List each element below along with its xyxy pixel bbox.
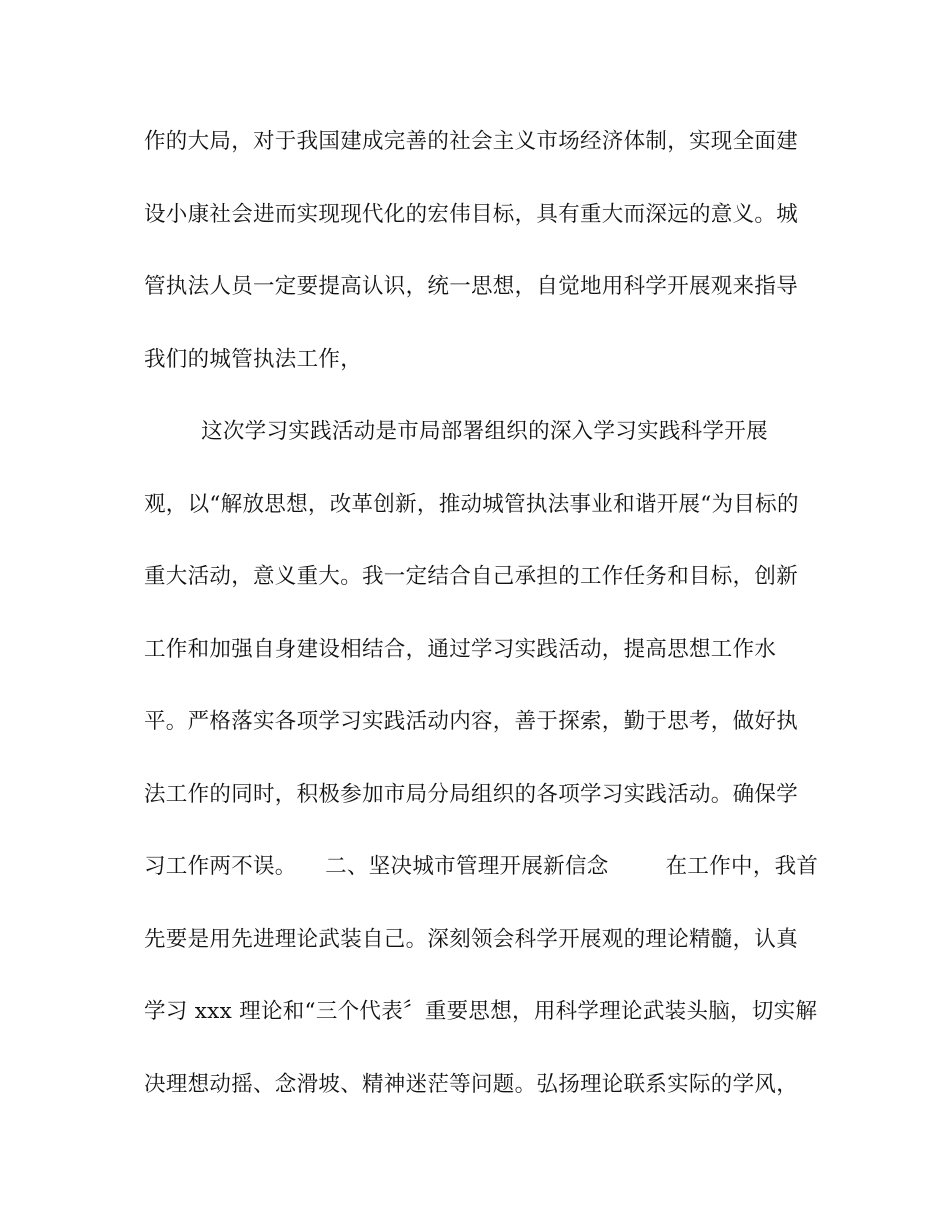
text-line: 习工作两不误。 二、坚决城市管理开展新信念 在工作中，我首 [144, 854, 819, 879]
text-line: 观，以“解放思想，改革创新，推动城管执法事业和谐开展“为目标的 [144, 491, 799, 517]
text-line: 作的大局，对于我国建成完善的社会主义市场经济体制，实现全面建 [144, 129, 799, 154]
text-line: 先要是用先进理论武装自己。深刻领会科学开展观的理论精髓，认真 [144, 926, 799, 952]
text-line: 平。严格落实各项学习实践活动内容，善于探索，勤于思考，做好执 [144, 709, 799, 734]
text-line: 这次学习实践活动是市局部署组织的深入学习实践科学开展 [144, 419, 768, 444]
text-line: 设小康社会进而实现现代化的宏伟目标，具有重大而深远的意义。城 [144, 201, 799, 227]
text-line: 决理想动摇、念滑坡、精神迷茫等问题。弘扬理论联系实际的学风， [144, 1071, 799, 1097]
text-line: 管执法人员一定要提高认识，统一思想，自觉地用科学开展观来指导 [144, 274, 799, 299]
text-line: 法工作的同时，积极参加市局分局组织的各项学习实践活动。确保学 [144, 781, 799, 807]
text-line: 学习 xxx 理论和“三个代表〞重要思想，用科学理论武装头脑，切实解 [144, 999, 818, 1024]
text-line: 我们的城管执法工作， [144, 346, 363, 372]
body-text [144, 122, 824, 1137]
text-line: 重大活动，意义重大。我一定结合自己承担的工作任务和目标，创新 [144, 564, 799, 589]
text-line: 工作和加强自身建设相结合，通过学习实践活动，提高思想工作水 [144, 636, 777, 662]
